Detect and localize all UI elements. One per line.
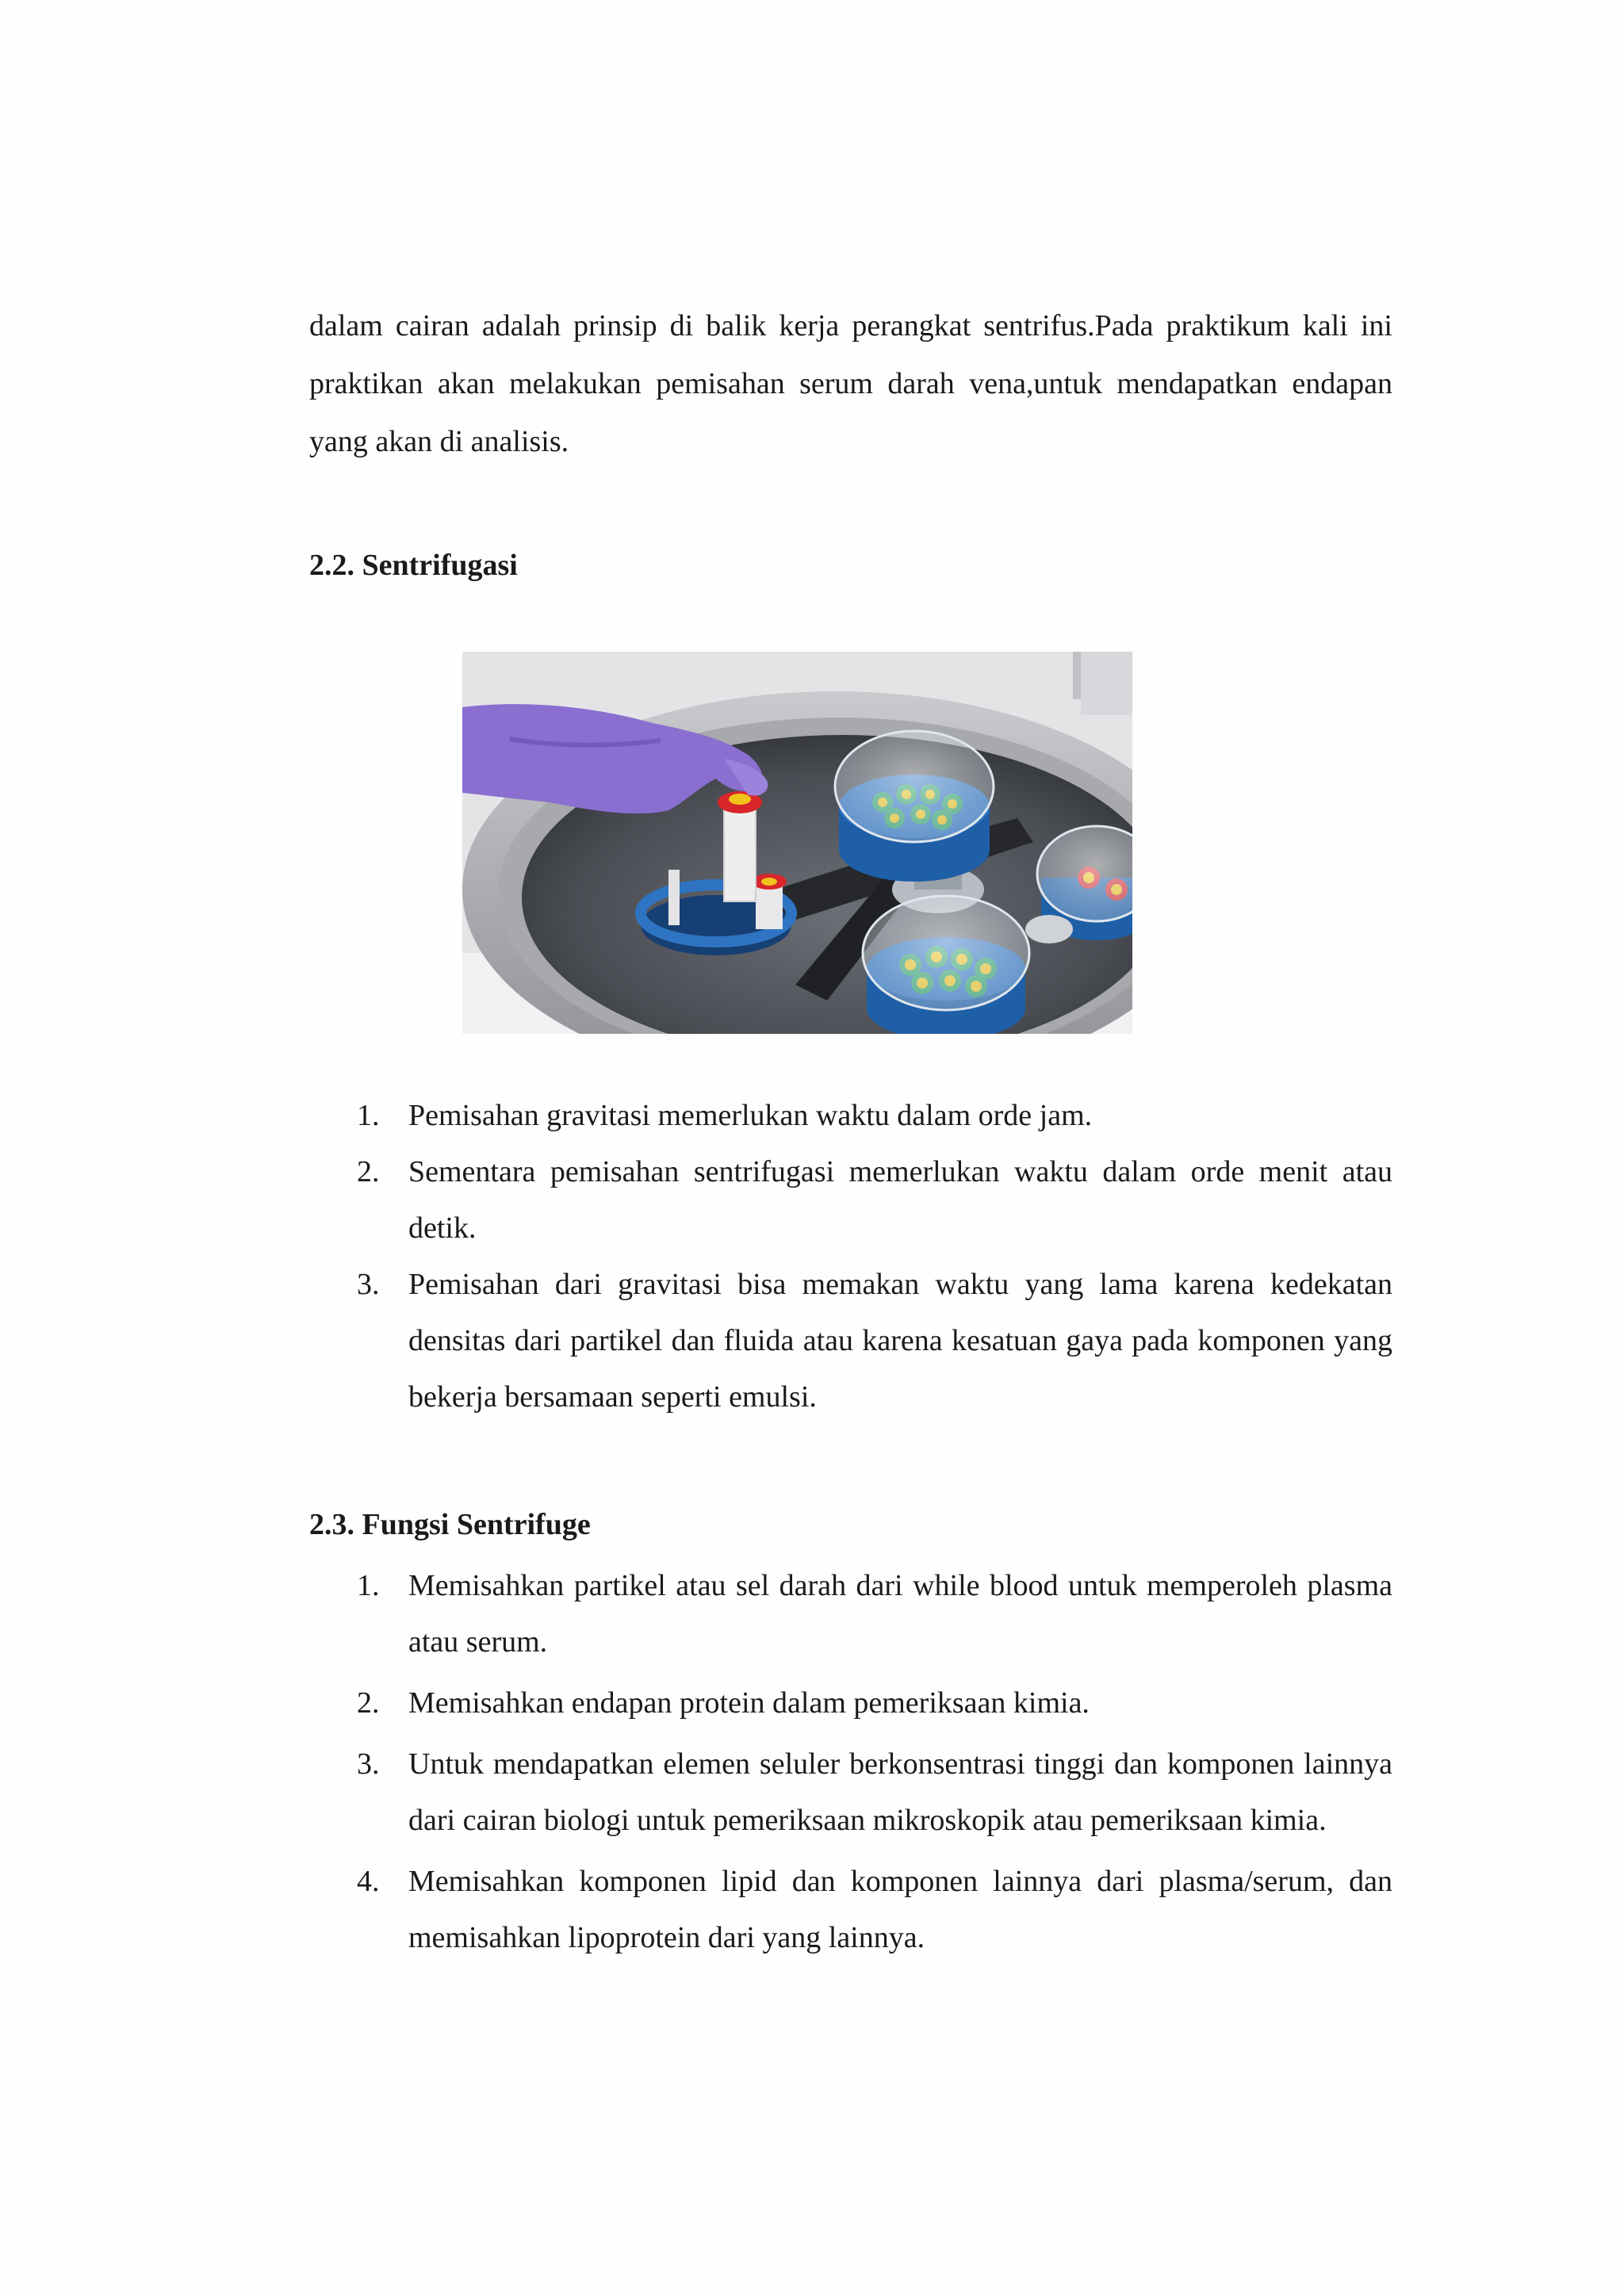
list-item: 4. Memisahkan komponen lipid dan komponen lainnya dari plasma/serum, dan memisahkan lipoprotein dari yang lainnya.: [357, 1865, 1392, 1954]
list-item: 2. Sementara pemisahan sentrifugasi memerlukan waktu dalam orde menit atau detik.: [357, 1155, 1392, 1245]
list-item: 1. Pemisahan gravitasi memerlukan waktu dalam orde jam.: [357, 1099, 1093, 1132]
section-heading-sentrifugasi: 2.2. Sentrifugasi: [309, 549, 518, 582]
centrifuge-photo: [462, 652, 1132, 1034]
list-item: 2. Memisahkan endapan protein dalam pemeriksaan kimia.: [357, 1686, 1090, 1720]
sentrifugasi-list: [309, 1088, 1392, 1425]
intro-paragraph: dalam cairan adalah prinsip di balik kerja perangkat sentrifus.Pada praktikum kali ini praktikan akan melakukan pemisahan serum darah vena,untuk mendapatkan endapan yang akan di analisis.: [309, 309, 1392, 458]
fungsi-sentrifuge-list: [309, 1558, 1392, 1971]
list-item: 3. Pemisahan dari gravitasi bisa memakan waktu yang lama karena kedekatan densitas dari partikel dan fluida atau karena kesatuan gaya pada komponen yang bekerja bersamaan seperti emulsi.: [357, 1268, 1392, 1414]
centrifuge-illustration: [462, 652, 1132, 1034]
section-heading-fungsi-sentrifuge: 2.3. Fungsi Sentrifuge: [309, 1508, 591, 1541]
list-item: 3. Untuk mendapatkan elemen seluler berkonsentrasi tinggi dan komponen lainnya dari cairan biologi untuk pemeriksaan mikroskopik atau pemeriksaan kimia.: [357, 1747, 1392, 1837]
list-item: 1. Memisahkan partikel atau sel darah dari while blood untuk memperoleh plasma atau serum.: [357, 1569, 1392, 1659]
